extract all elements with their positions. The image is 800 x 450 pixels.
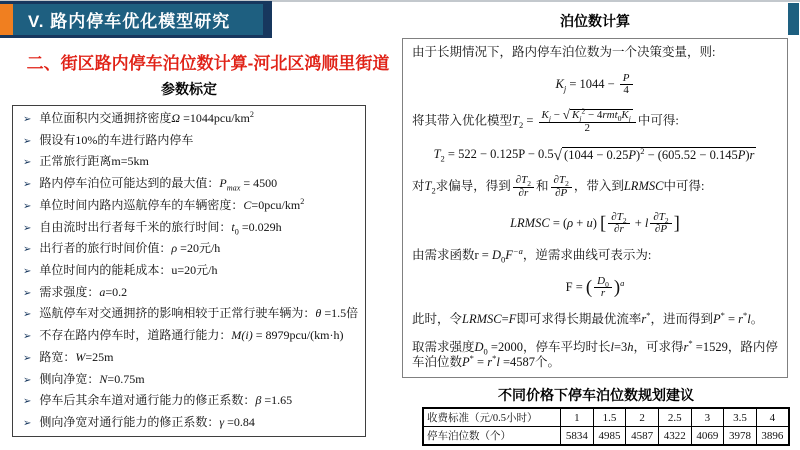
arrow-bullet-icon: ➢	[23, 266, 32, 278]
param-item	[21, 177, 359, 191]
param-item	[21, 242, 359, 256]
calculation-panel	[402, 38, 788, 378]
param-text: 停车后其余车道对通行能力的修正系数：β =1.65	[39, 393, 293, 408]
left-panel-title: 参数标定	[161, 81, 217, 97]
param-text: 自由流时出行者每千米的旅行时间：$t_0 =0.029h$	[39, 219, 282, 236]
calc-text-line: 此时，令LRMSC=F即可求得长期最优流率r*，进而得到P* = r*l。	[412, 309, 764, 326]
table-cell: 3.5	[724, 408, 757, 427]
table-row	[423, 427, 789, 446]
table-cell: 4	[756, 408, 789, 427]
arrow-bullet-icon: ➢	[23, 352, 32, 364]
param-text: 出行者的旅行时间价值：ρ =20元/h	[39, 241, 221, 256]
arrow-bullet-icon: ➢	[23, 135, 32, 147]
calc-text-line: 取需求强度$D_0 =2000$，停车平均时长l=3h，可求得r* =1529，路内停车泊位数P* = r*l =4587个。	[412, 337, 778, 370]
param-text: 巡航停车对交通拥挤的影响相较于正常行驶车辆为：θ =1.5倍	[39, 306, 359, 321]
table-cell: 4587	[626, 427, 659, 446]
table-cell: 1.5	[593, 408, 626, 427]
table-cell: 3978	[724, 427, 757, 446]
param-text: 单位时间内的能耗成本：u=20元/h	[39, 263, 218, 278]
arrow-bullet-icon: ➢	[23, 157, 32, 169]
radical: √ $(1044 - 0.25P)^2 - (605.52 - 0.145P)r$	[553, 145, 755, 164]
arrow-bullet-icon: ➢	[23, 222, 32, 234]
arrow-bullet-icon: ➢	[23, 309, 32, 321]
arrow-bullet-icon: ➢	[23, 374, 32, 386]
arrow-bullet-icon: ➢	[23, 287, 32, 299]
formula-line: $K_j = 1044$ − $\frac{P}{4}$	[412, 73, 778, 97]
slide-subtitle: 二、街区路内停车泊位数计算-河北区鸿顺里街道	[26, 54, 390, 73]
row-label: 停车泊位数（个）	[423, 427, 561, 446]
param-item	[21, 196, 359, 213]
param-item	[21, 264, 359, 278]
arrow-bullet-icon: ➢	[23, 179, 32, 191]
fraction: $K_j$ − √ $K_j^2 - 4rmt_0K_j$ 2	[539, 109, 636, 134]
table-row	[423, 408, 789, 427]
param-text: 不存在路内停车时，道路通行能力：M(i) = 8979pcu/(km·h)	[39, 328, 344, 343]
param-text: 路内停车泊位可能达到的最大值：$P_{max} = 4500$	[39, 176, 278, 193]
table-cell: 4322	[658, 427, 691, 446]
table-cell: 5834	[561, 427, 594, 446]
param-item	[21, 373, 359, 387]
header-title-bar	[13, 4, 263, 35]
table-title: 不同价格下停车泊位数规划建议	[498, 387, 694, 403]
param-item	[21, 134, 359, 148]
top-right-decoration-strip	[788, 3, 799, 35]
price-table-body	[423, 408, 789, 445]
param-item	[21, 112, 359, 126]
table-cell: 3896	[756, 427, 789, 446]
param-item	[21, 416, 359, 430]
fraction: $\frac{\partial T_2}{\partial P}$	[551, 175, 572, 199]
param-item	[21, 155, 359, 169]
header-title: V. 路内停车优化模型研究	[28, 12, 231, 31]
arrow-bullet-icon: ➢	[23, 114, 32, 125]
param-text: 侧向净宽对通行能力的修正系数：γ =0.84	[39, 415, 255, 430]
calc-text-line: 将其带入优化模型$T_2$ = $K_j$ − √ $K_j^2 - 4rmt_0K_j$ 2 中可得:	[412, 106, 679, 134]
table-cell: 2	[626, 408, 659, 427]
formula-line: F = ( $\frac{D_0}{r}$ )$^a$	[565, 274, 625, 300]
calc-text-line: 由需求函数$r = D_0F^{-a}$，逆需求曲线可表示为:	[412, 245, 652, 265]
fraction: $\frac{\partial T_2}{\partial r}$	[513, 175, 534, 199]
param-text: 路宽：W=25m	[39, 349, 114, 364]
calc-text-line: 由于长期情况下，路内停车泊位数为一个决策变量，则:	[412, 45, 716, 59]
arrow-bullet-icon: ➢	[23, 418, 32, 430]
fraction: $\frac{\partial T_2}{\partial P}$	[650, 212, 671, 236]
parameter-panel	[12, 105, 366, 437]
param-list	[13, 106, 365, 436]
param-text: 假设有10%的车进行路内停车	[39, 132, 194, 147]
arrow-bullet-icon: ➢	[23, 396, 32, 408]
fraction: $\frac{\partial T_2}{\partial r}$	[608, 212, 629, 236]
param-item	[21, 351, 359, 365]
right-panel-title: 泊位数计算	[560, 13, 630, 29]
table-cell: 2.5	[658, 408, 691, 427]
param-text: 侧向净宽：N=0.75m	[39, 371, 145, 386]
param-item	[21, 329, 359, 343]
table-cell: 4069	[691, 427, 724, 446]
header-banner	[0, 1, 272, 38]
table-cell: 1	[561, 408, 594, 427]
param-item	[21, 286, 359, 300]
table-cell: 4985	[593, 427, 626, 446]
calc-text-line: 对$T_2$求偏导，得到 $\frac{\partial T_2}{\partial r}$ 和 $\frac{\partial T_2}{\partial P}$ ，带入到LRMSC中可得:	[412, 174, 705, 199]
formula-line: $T_2 = 522 - 0.125P - 0.5$ √ $(1044 - 0.25P)^2 - (605.52 - 0.145P)r$	[433, 145, 755, 164]
param-text: 正常旅行距离m=5km	[39, 154, 149, 169]
param-item	[21, 221, 359, 235]
radical: √ $K_j^2 - 4rmt_0K_j$	[562, 106, 631, 124]
param-item	[21, 394, 359, 408]
param-item	[21, 307, 359, 321]
arrow-bullet-icon: ➢	[23, 331, 32, 343]
formula-line: LRMSC = (ρ + u) [ $\frac{\partial T_2}{\partial r}$ + l $\frac{\partial T_2}{\partial P}$ ]	[510, 210, 680, 236]
fraction: $\frac{D_0}{r}$	[594, 276, 612, 300]
price-table	[422, 407, 790, 446]
arrow-bullet-icon: ➢	[23, 244, 32, 256]
header-accent-orange	[0, 4, 13, 35]
row-label: 收费标准（元/0.5小时）	[423, 408, 561, 427]
param-text: 需求强度：a=0.2	[39, 284, 128, 299]
table-cell: 3	[691, 408, 724, 427]
arrow-bullet-icon: ➢	[23, 200, 32, 212]
param-text: 单位时间内路内巡航停车的车辆密度：$C=0pcu/km^2$	[39, 196, 305, 212]
fraction: $\frac{P}{4}$	[620, 73, 633, 97]
param-text: 单位面积内交通拥挤密度$\Omega =1044pcu/km^2$	[39, 110, 254, 125]
